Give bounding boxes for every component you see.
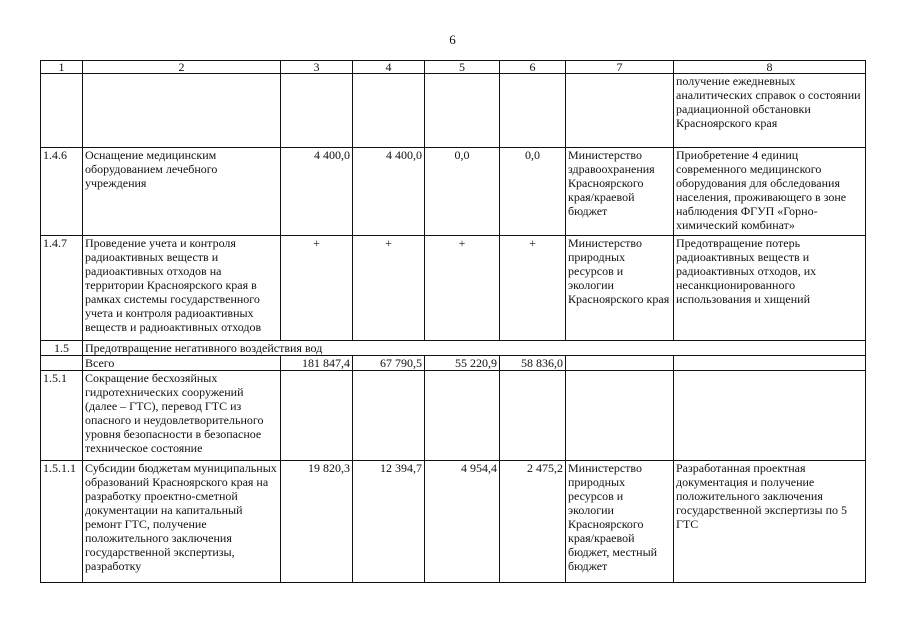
header-cell: 5 — [425, 61, 500, 74]
budget-table — [40, 60, 866, 583]
year1-value: 67 790,5 — [353, 356, 425, 371]
measure-name: Оснащение медицинским оборудованием лечебного учреждения — [83, 148, 281, 236]
section-row — [41, 341, 866, 356]
table-row — [41, 371, 866, 461]
expected-result — [674, 371, 866, 461]
responsible-executor — [566, 356, 674, 371]
measure-name: Проведение учета и контроля радиоактивных веществ и радиоактивных отходов на территории Красноярского края в рамках системы государственного учета и контроля радиоактивных веществ и радиоактивных отходов — [83, 236, 281, 341]
row-number — [41, 74, 83, 148]
year2-value: 55 220,9 — [425, 356, 500, 371]
year1-value: 4 400,0 — [353, 148, 425, 236]
row-number — [41, 356, 83, 371]
header-cell: 3 — [281, 61, 353, 74]
expected-result: Предотвращение потерь радиоактивных веществ и радиоактивных отходов, их несанкционированного использования и хищений — [674, 236, 866, 341]
year2-value: 4 954,4 — [425, 461, 500, 583]
table-row — [41, 461, 866, 583]
expected-result: получение ежедневных аналитических справок о состоянии радиационной обстановки Красноярского края — [674, 74, 866, 148]
expected-result: Разработанная проектная документация и получение положительного заключения государственной экспертизы по 5 ГТС — [674, 461, 866, 583]
header-cell: 6 — [500, 61, 566, 74]
table-row — [41, 74, 866, 148]
section-title: Предотвращение негативного воздействия вод — [83, 341, 866, 356]
year2-value: + — [425, 236, 500, 341]
header-cell: 7 — [566, 61, 674, 74]
responsible-executor: Министерство природных ресурсов и экологии Красноярского края/краевой бюджет, местный бюджет — [566, 461, 674, 583]
row-number: 1.4.7 — [41, 236, 83, 341]
row-number: 1.5.1.1 — [41, 461, 83, 583]
year3-value — [500, 371, 566, 461]
total-value: + — [281, 236, 353, 341]
year3-value — [500, 74, 566, 148]
header-cell: 8 — [674, 61, 866, 74]
year1-value — [353, 371, 425, 461]
year2-value — [425, 74, 500, 148]
total-row — [41, 356, 866, 371]
year1-value — [353, 74, 425, 148]
responsible-executor — [566, 74, 674, 148]
total-value: 181 847,4 — [281, 356, 353, 371]
measure-name — [83, 74, 281, 148]
measure-name: Субсидии бюджетам муниципальных образований Красноярского края на разработку проектно-сметной документации на капитальный ремонт ГТС, получение положительного заключения государственной экспертизы, разработку — [83, 461, 281, 583]
row-number: 1.4.6 — [41, 148, 83, 236]
header-cell: 2 — [83, 61, 281, 74]
total-value: 19 820,3 — [281, 461, 353, 583]
year3-value: 2 475,2 — [500, 461, 566, 583]
header-cell: 1 — [41, 61, 83, 74]
year1-value: 12 394,7 — [353, 461, 425, 583]
year3-value: + — [500, 236, 566, 341]
responsible-executor — [566, 371, 674, 461]
total-value — [281, 74, 353, 148]
responsible-executor: Министерство здравоохранения Красноярского края/краевой бюджет — [566, 148, 674, 236]
year2-value: 0,0 — [425, 148, 500, 236]
expected-result: Приобретение 4 единиц современного медицинского оборудования для обследования населения, проживающего в зоне наблюдения ФГУП «Горно-химический комбинат» — [674, 148, 866, 236]
responsible-executor: Министерство природных ресурсов и экологии Красноярского края — [566, 236, 674, 341]
measure-name: Всего — [83, 356, 281, 371]
expected-result — [674, 356, 866, 371]
year3-value: 58 836,0 — [500, 356, 566, 371]
year3-value: 0,0 — [500, 148, 566, 236]
total-value — [281, 371, 353, 461]
total-value: 4 400,0 — [281, 148, 353, 236]
year2-value — [425, 371, 500, 461]
year1-value: + — [353, 236, 425, 341]
column-number-row — [41, 61, 866, 74]
page-number: 6 — [449, 32, 456, 47]
row-number: 1.5.1 — [41, 371, 83, 461]
header-cell: 4 — [353, 61, 425, 74]
row-number: 1.5 — [41, 341, 83, 356]
table-row — [41, 236, 866, 341]
measure-name: Сокращение бесхозяйных гидротехнических сооружений (далее – ГТС), перевод ГТС из опасного и неудовлетворительного уровня безопасности в безопасное техническое состояние — [83, 371, 281, 461]
table-row — [41, 148, 866, 236]
